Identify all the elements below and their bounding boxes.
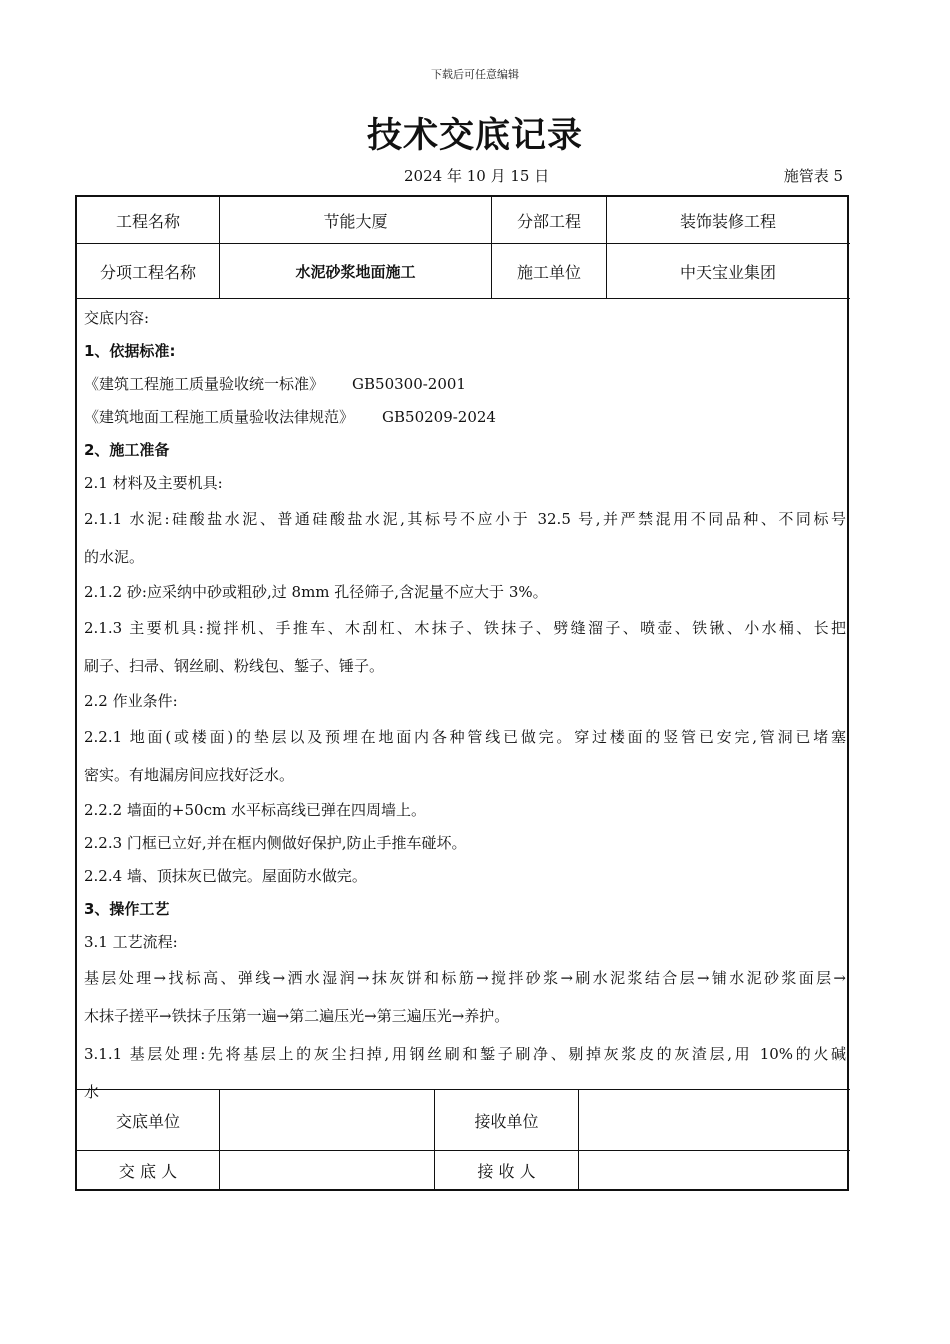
- subitem-value: 水泥砂浆地面施工: [295, 262, 416, 281]
- section-2-1-2: 2.1.2 砂:应采纳中砂或粗砂,过 8mm 孔径筛子,含泥量不应大于 3%。: [84, 583, 548, 601]
- receiver-unit-field[interactable]: [579, 1090, 849, 1150]
- row-divider: [76, 298, 850, 299]
- receiver-person-field[interactable]: [579, 1151, 849, 1190]
- section-2-1-3-line-2: 刷子、扫帚、钢丝刷、粉线包、錾子、锤子。: [84, 657, 385, 675]
- section-2-2-1-line-1: 2.2.1 地面(或楼面)的垫层以及预埋在地面内各种管线已做完。穿过楼面的竖管已安完,管洞已堵塞: [84, 728, 846, 746]
- division-label: 分部工程: [516, 211, 581, 231]
- handover-unit-label: 交底单位: [115, 1111, 180, 1131]
- handover-unit-field[interactable]: [220, 1090, 434, 1150]
- handover-person-field[interactable]: [220, 1151, 434, 1190]
- section-2-1: 2.1 材料及主要机具:: [84, 474, 223, 492]
- section-3-heading: 3、操作工艺: [84, 900, 170, 918]
- section-2-2-2: 2.2.2 墙面的+50cm 水平标高线已弹在四周墙上。: [84, 801, 426, 819]
- project-name-value: 节能大厦: [323, 211, 388, 231]
- standard-2-code: GB50209-2024: [382, 408, 496, 426]
- section-2-2-4: 2.2.4 墙、顶抹灰已做完。屋面防水做完。: [84, 867, 367, 885]
- content-intro: 交底内容:: [84, 309, 150, 327]
- standard-1-name: 《建筑工程施工质量验收统一标准》: [84, 375, 325, 393]
- section-2-2: 2.2 作业条件:: [84, 692, 178, 710]
- subitem-label: 分项工程名称: [99, 262, 196, 282]
- section-3-1-1-line-1: 3.1.1 基层处理:先将基层上的灰尘扫掉,用钢丝刷和錾子刷净、剔掉灰浆皮的灰渣层,用 10%的火碱: [84, 1045, 846, 1063]
- section-2-heading: 2、施工准备: [84, 441, 170, 459]
- form-number: 施管表 5: [783, 167, 843, 185]
- section-2-2-3: 2.2.3 门框已立好,并在框内侧做好保护,防止手推车碰坏。: [84, 834, 467, 852]
- standard-1: [84, 368, 846, 401]
- page-title: 技术交底记录: [366, 116, 583, 156]
- section-3-1-1-line-2: 水: [84, 1083, 100, 1101]
- record-date: 2024 年 10 月 15 日: [404, 167, 550, 185]
- receiver-person-label: 接 收 人: [477, 1162, 536, 1181]
- standard-1-code: GB50300-2001: [352, 375, 466, 393]
- contractor-value: 中天宝业集团: [679, 262, 776, 282]
- section-2-1-1-line-1: 2.1.1 水泥:硅酸盐水泥、普通硅酸盐水泥,其标号不应小于 32.5 号,并严禁混用不同品种、不同标号: [84, 510, 846, 528]
- contractor-label: 施工单位: [516, 262, 581, 282]
- handover-person-label: 交 底 人: [118, 1162, 178, 1181]
- division-value: 装饰装修工程: [679, 211, 776, 231]
- section-3-1: 3.1 工艺流程:: [84, 933, 178, 951]
- project-name-label: 工程名称: [115, 211, 180, 231]
- handover-content: [84, 302, 846, 1111]
- process-flow-line-1: 基层处理→找标高、弹线→洒水湿润→抹灰饼和标筋→搅拌砂浆→刷水泥浆结合层→铺水泥砂浆面层→: [84, 969, 846, 987]
- section-2-1-3-line-1: 2.1.3 主要机具:搅拌机、手推车、木刮杠、木抹子、铁抹子、劈缝溜子、喷壶、铁锹、小水桶、长把: [84, 619, 846, 637]
- section-2-2-1-line-2: 密实。有地漏房间应找好泛水。: [84, 766, 295, 784]
- section-1-heading: 1、依据标准:: [84, 342, 176, 360]
- process-flow-line-2: 木抹子搓平→铁抹子压第一遍→第二遍压光→第三遍压光→养护。: [84, 1007, 510, 1025]
- standard-2: [84, 401, 846, 434]
- section-2-1-1-line-2: 的水泥。: [84, 548, 145, 566]
- receiver-unit-label: 接收单位: [474, 1111, 539, 1131]
- standard-2-name: 《建筑地面工程施工质量验收法律规范》: [84, 408, 355, 426]
- top-note: 下载后可任意编辑: [431, 68, 519, 81]
